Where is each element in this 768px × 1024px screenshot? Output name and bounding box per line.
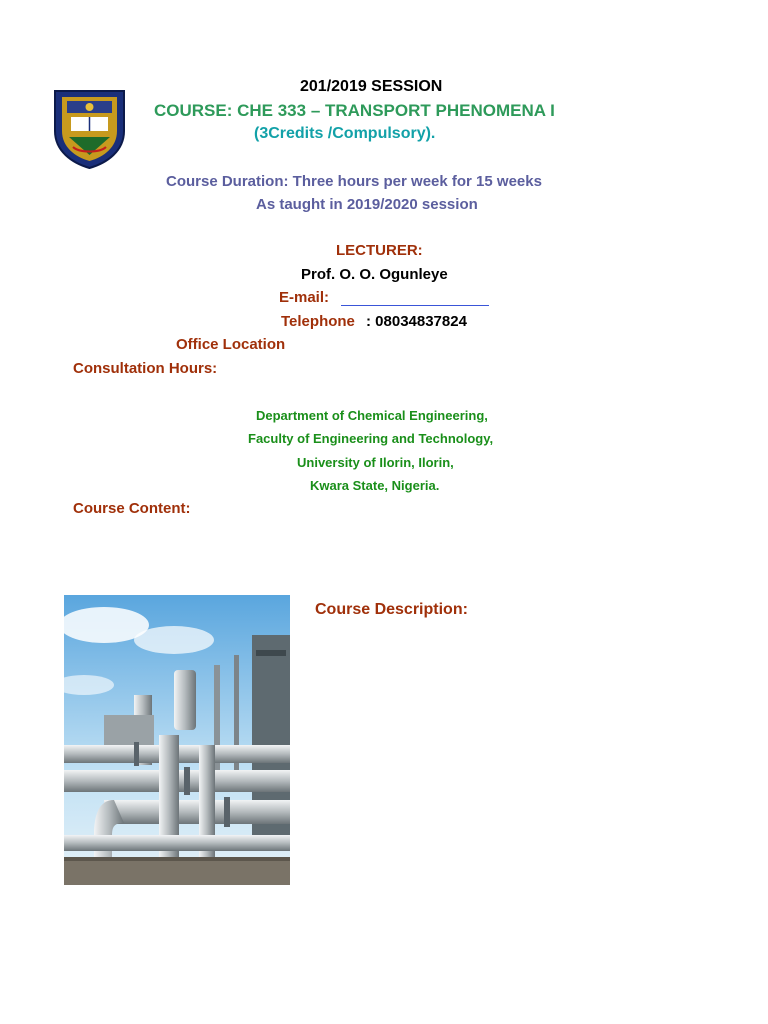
lecturer-heading: LECTURER: [336,242,423,259]
course-duration: Course Duration: Three hours per week for 15 weeks [166,173,542,190]
university-crest-icon [49,87,130,170]
telephone-value: : 08034837824 [366,313,467,330]
telephone-label: Telephone [281,313,355,330]
email-blank-line [341,305,489,306]
course-content-label: Course Content: [73,500,191,517]
course-credits: (3Credits /Compulsory). [254,125,436,142]
course-title: COURSE: CHE 333 – TRANSPORT PHENOMENA I [154,101,555,120]
address-line: University of Ilorin, Ilorin, [297,455,454,470]
taught-session: As taught in 2019/2020 session [256,196,478,213]
course-description-label: Course Description: [315,601,468,618]
session-title: 201/2019 SESSION [300,78,443,95]
consultation-hours-label: Consultation Hours: [73,360,218,377]
lecturer-name: Prof. O. O. Ogunleye [301,266,448,283]
address-line: Faculty of Engineering and Technology, [248,431,494,446]
industrial-pipes-image [64,595,290,885]
office-location-label: Office Location [176,336,286,353]
address-line: Kwara State, Nigeria. [310,478,440,493]
email-label: E-mail: [279,289,330,306]
address-line: Department of Chemical Engineering, [256,408,488,423]
